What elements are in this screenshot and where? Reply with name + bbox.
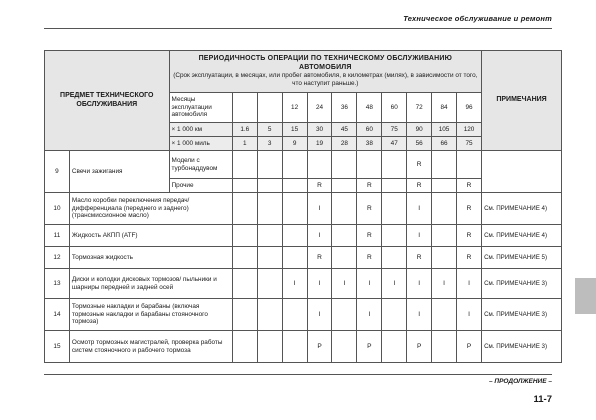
interval-cell: [432, 225, 457, 247]
interval-cell: I: [407, 269, 432, 299]
table-row: [45, 269, 562, 299]
interval-cell: [232, 151, 257, 179]
interval-cell: [432, 193, 457, 225]
table-row: [45, 331, 562, 363]
interval-cell: P: [457, 331, 482, 363]
months-cell: 72: [407, 93, 432, 123]
km-cell: 105: [432, 123, 457, 137]
months-cell: [232, 93, 257, 123]
km-cell: 5: [257, 123, 282, 137]
header-title: Техническое обслуживание и ремонт: [403, 14, 552, 23]
interval-cell: I: [407, 225, 432, 247]
km-cell: 75: [382, 123, 407, 137]
interval-title-line1: ПЕРИОДИЧНОСТЬ ОПЕРАЦИИ ПО ТЕХНИЧЕСКОМУ ОБСЛУЖИВАНИЮ: [198, 55, 453, 63]
interval-cell: [257, 225, 282, 247]
interval-cell: [382, 193, 407, 225]
interval-cell: P: [307, 331, 332, 363]
row-number: 15: [45, 331, 70, 363]
interval-cell: [257, 151, 282, 179]
interval-cell: [257, 331, 282, 363]
interval-cell: [232, 299, 257, 331]
interval-cell: [257, 299, 282, 331]
interval-cell: [357, 151, 382, 179]
interval-cell: [232, 269, 257, 299]
interval-cell: [232, 193, 257, 225]
months-cell: 96: [457, 93, 482, 123]
interval-cell: P: [357, 331, 382, 363]
interval-cell: I: [407, 193, 432, 225]
row-note: [482, 151, 562, 193]
continued-label: – ПРОДОЛЖЕНИЕ –: [488, 378, 552, 385]
months-cell: 48: [357, 93, 382, 123]
interval-cell: I: [382, 269, 407, 299]
miles-cell: 56: [407, 137, 432, 151]
interval-cell: [382, 151, 407, 179]
miles-cell: 19: [307, 137, 332, 151]
interval-cell: I: [432, 269, 457, 299]
interval-cell: R: [357, 179, 382, 193]
interval-cell: [332, 179, 357, 193]
interval-cell: R: [307, 247, 332, 269]
interval-cell: [282, 299, 307, 331]
interval-subtitle: (Срок эксплуатации, в месяцах, или пробег автомобиля, в километрах (милях), в зависимости от того, что наступит раньше.): [173, 72, 478, 87]
section-thumb-tab: [575, 278, 596, 314]
interval-cell: I: [357, 299, 382, 331]
interval-cell: I: [407, 299, 432, 331]
months-cell: 12: [282, 93, 307, 123]
interval-header: [169, 51, 482, 93]
km-cell: 120: [457, 123, 482, 137]
interval-cell: [382, 225, 407, 247]
row-number: 9: [45, 151, 70, 193]
row-item: Осмотр тормозных магистралей, проверка работы систем стояночного и рабочего тормоза: [69, 331, 232, 363]
km-cell: 45: [332, 123, 357, 137]
item-column-header: ПРЕДМЕТ ТЕХНИЧЕСКОГО ОБСЛУЖИВАНИЯ: [45, 51, 170, 151]
months-cell: [257, 93, 282, 123]
row-note: См. ПРИМЕЧАНИЕ 5): [482, 247, 562, 269]
months-label: Месяцы эксплуатации автомобиля: [169, 93, 232, 123]
interval-cell: [282, 151, 307, 179]
interval-cell: [332, 299, 357, 331]
interval-cell: [282, 193, 307, 225]
interval-cell: [432, 247, 457, 269]
row-item: Масло коробки переключения передач/ дифференциала (переднего и заднего) (трансмиссионное масло): [69, 193, 232, 225]
row-note: См. ПРИМЕЧАНИЕ 3): [482, 299, 562, 331]
row-number: 13: [45, 269, 70, 299]
table-row: [45, 299, 562, 331]
table-row: [45, 193, 562, 225]
miles-cell: 1: [232, 137, 257, 151]
interval-cell: [332, 247, 357, 269]
interval-cell: [232, 179, 257, 193]
interval-cell: [307, 151, 332, 179]
interval-cell: [257, 269, 282, 299]
interval-cell: [432, 151, 457, 179]
interval-cell: [332, 193, 357, 225]
miles-cell: 75: [457, 137, 482, 151]
miles-cell: 3: [257, 137, 282, 151]
interval-cell: R: [407, 247, 432, 269]
interval-cell: R: [357, 247, 382, 269]
row-item: Диски и колодки дисковых тормозов/ пыльники и шарниры передней и задней осей: [69, 269, 232, 299]
interval-cell: [382, 299, 407, 331]
row-item: Жидкость АКПП (ATF): [69, 225, 232, 247]
row-item: Свечи зажигания: [69, 151, 169, 193]
interval-cell: I: [282, 269, 307, 299]
interval-cell: [432, 179, 457, 193]
miles-label: × 1 000 миль: [169, 137, 232, 151]
interval-cell: [257, 179, 282, 193]
interval-cell: R: [307, 179, 332, 193]
page-number: 11-7: [533, 394, 552, 405]
interval-cell: [332, 331, 357, 363]
interval-cell: R: [457, 179, 482, 193]
miles-cell: 47: [382, 137, 407, 151]
interval-cell: I: [307, 225, 332, 247]
interval-cell: I: [307, 269, 332, 299]
km-cell: 60: [357, 123, 382, 137]
months-cell: 36: [332, 93, 357, 123]
row-item: Тормозные накладки и барабаны (включая тормозные накладки и барабаны стояночного тормоза): [69, 299, 232, 331]
interval-cell: [382, 331, 407, 363]
row-number: 11: [45, 225, 70, 247]
interval-cell: [432, 331, 457, 363]
km-cell: 30: [307, 123, 332, 137]
interval-cell: [282, 331, 307, 363]
interval-cell: [282, 225, 307, 247]
table-row: [45, 225, 562, 247]
interval-cell: R: [457, 193, 482, 225]
km-label: × 1 000 км: [169, 123, 232, 137]
table-row: [45, 151, 562, 179]
sub-row-label: Прочие: [169, 179, 232, 193]
km-cell: 1.6: [232, 123, 257, 137]
interval-cell: R: [407, 151, 432, 179]
interval-cell: [457, 151, 482, 179]
interval-cell: I: [457, 299, 482, 331]
miles-cell: 38: [357, 137, 382, 151]
notes-column-header: ПРИМЕЧАНИЯ: [482, 51, 562, 151]
row-number: 10: [45, 193, 70, 225]
interval-cell: [282, 247, 307, 269]
footer-rule: [44, 374, 552, 375]
row-item: Тормозная жидкость: [69, 247, 232, 269]
miles-cell: 66: [432, 137, 457, 151]
interval-cell: [232, 331, 257, 363]
interval-cell: [382, 179, 407, 193]
header-rule: [44, 28, 552, 29]
interval-cell: R: [357, 225, 382, 247]
interval-cell: P: [407, 331, 432, 363]
interval-cell: R: [457, 225, 482, 247]
interval-cell: [332, 225, 357, 247]
interval-cell: [432, 299, 457, 331]
interval-cell: [282, 179, 307, 193]
interval-cell: R: [407, 179, 432, 193]
interval-title-line2: АВТОМОБИЛЯ: [298, 63, 352, 71]
table-row: [45, 247, 562, 269]
row-number: 14: [45, 299, 70, 331]
row-note: См. ПРИМЕЧАНИЕ 4): [482, 225, 562, 247]
interval-cell: [382, 247, 407, 269]
interval-cell: [257, 193, 282, 225]
interval-cell: R: [357, 193, 382, 225]
months-cell: 24: [307, 93, 332, 123]
interval-cell: R: [457, 247, 482, 269]
interval-cell: I: [357, 269, 382, 299]
interval-cell: I: [307, 193, 332, 225]
km-cell: 90: [407, 123, 432, 137]
interval-cell: [257, 247, 282, 269]
maintenance-schedule-table: [44, 50, 562, 363]
miles-cell: 9: [282, 137, 307, 151]
months-cell: 84: [432, 93, 457, 123]
interval-cell: I: [457, 269, 482, 299]
interval-cell: [232, 225, 257, 247]
miles-cell: 28: [332, 137, 357, 151]
months-cell: 60: [382, 93, 407, 123]
interval-cell: I: [307, 299, 332, 331]
row-note: См. ПРИМЕЧАНИЕ 3): [482, 331, 562, 363]
row-note: См. ПРИМЕЧАНИЕ 3): [482, 269, 562, 299]
sub-row-label: Модели с турбонаддувом: [169, 151, 232, 179]
row-number: 12: [45, 247, 70, 269]
interval-cell: [232, 247, 257, 269]
row-note: См. ПРИМЕЧАНИЕ 4): [482, 193, 562, 225]
interval-cell: I: [332, 269, 357, 299]
km-cell: 15: [282, 123, 307, 137]
interval-cell: [332, 151, 357, 179]
